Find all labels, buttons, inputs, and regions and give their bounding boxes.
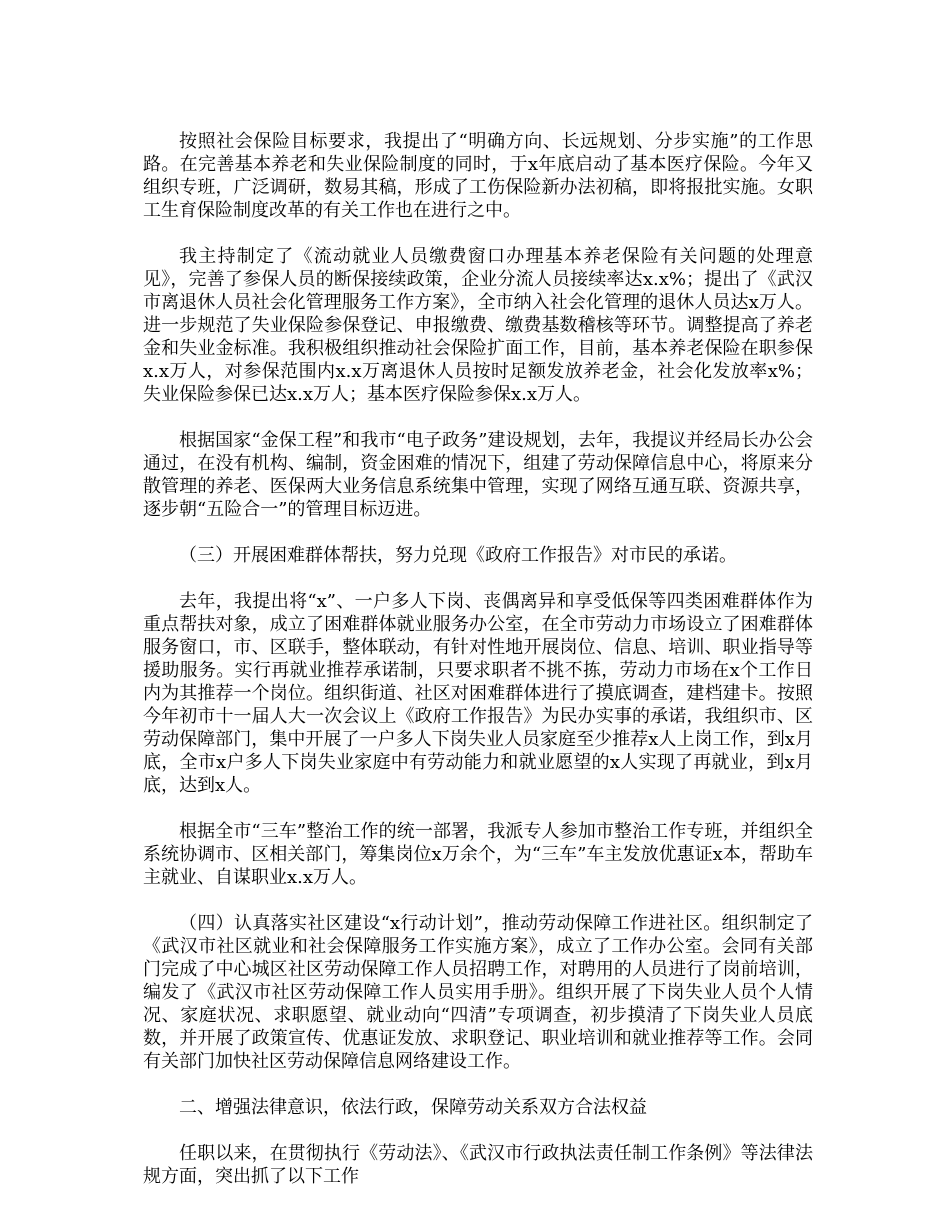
paragraph-information-center: 根据国家“金保工程”和我市“电子政务”建设规划，去年，我提议并经局长办公会通过，在没有机构、编制，资金困难的情况下，组建了劳动保障信息中心，将原来分散管理的养老、医保两大业务信息系统集中管理，实现了网络互通互联、资源共享，逐步朝“五险合一”的管理目标迈进。 [143,430,813,520]
paragraph-pension-policy: 我主持制定了《流动就业人员缴费窗口办理基本养老保险有关问题的处理意见》，完善了参保人员的断保接续政策，企业分流人员接续率达x.x%；提出了《武汉市离退休人员社会化管理服务工作方案》，全市纳入社会化管理的退休人员达x万人。进一步规范了失业保险参保登记、申报缴费、缴费基数稽核等环节。调整提高了养老金和失业金标准。我积极组织推动社会保险扩面工作，目前，基本养老保险在职参保x.x万人，对参保范围内x.x万离退休人员按时足额发放养老金，社会化发放率x%；失业保险参保已达x.x万人；基本医疗保险参保x.x万人。 [143,246,813,405]
section-heading-3: （三）开展困难群体帮扶，努力兑现《政府工作报告》对市民的承诺。 [179,545,737,566]
paragraph-three-vehicles: 根据全市“三车”整治工作的统一部署，我派专人参加市整治工作专班，并组织全系统协调市、区相关部门，筹集岗位x万余个，为“三车”车主发放优惠证x本，帮助车主就业、自谋职业x.x万人。 [143,821,813,888]
paragraph-hardship-groups: 去年，我提出将“x”、一户多人下岗、丧偶离异和享受低保等四类困难群体作为重点帮扶对象，成立了困难群体就业服务办公室，在全市劳动力市场设立了困难群体服务窗口，市、区联手，整体联动，有针对性地开展岗位、信息、培训、职业指导等援助服务。实行再就业推荐承诺制，只要求职者不挑不拣，劳动力市场在x个工作日内为其推荐一个岗位。组织街道、社区对困难群体进行了摸底调查，建档建卡。按照今年初市十一届人大一次会议上《政府工作报告》为民办实事的承诺，我组织市、区劳动保障部门，集中开展了一户多人下岗失业人员家庭至少推荐x人上岗工作，到x月底，全市x户多人下岗失业家庭中有劳动能力和就业愿望的x人实现了再就业，到x月底，达到x人。 [143,591,813,796]
paragraph-community-plan: （四）认真落实社区建设“x行动计划”，推动劳动保障工作进社区。组织制定了《武汉市社区就业和社会保障服务工作实施方案》，成立了工作办公室。会同有关部门完成了中心城区社区劳动保障工作人员招聘工作，对聘用的人员进行了岗前培训，编发了《武汉市社区劳动保障工作人员实用手册》。组织开展了下岗失业人员个人情况、家庭状况、求职愿望、就业动向“四清”专项调查，初步摸清了下岗失业人员底数，并开展了政策宣传、优惠证发放、求职登记、职业培训和就业推荐等工作。会同有关部门加快社区劳动保障信息网络建设工作。 [143,913,813,1072]
paragraph-social-insurance-goals: 按照社会保险目标要求，我提出了“明确方向、长远规划、分步实施”的工作思路。在完善基本养老和失业保险制度的同时，于x年底启动了基本医疗保险。今年又组织专班，广泛调研，数易其稿，形成了工伤保险新办法初稿，即将报批实施。女职工生育保险制度改革的有关工作也在进行之中。 [143,131,813,221]
paragraph-law-enforcement: 任职以来，在贯彻执行《劳动法》、《武汉市行政执法责任制工作条例》等法律法规方面，突出抓了以下工作 [143,1143,813,1187]
document-body [143,130,813,1211]
section-heading-2: 二、增强法律意识，依法行政，保障劳动关系双方合法权益 [179,1097,647,1118]
